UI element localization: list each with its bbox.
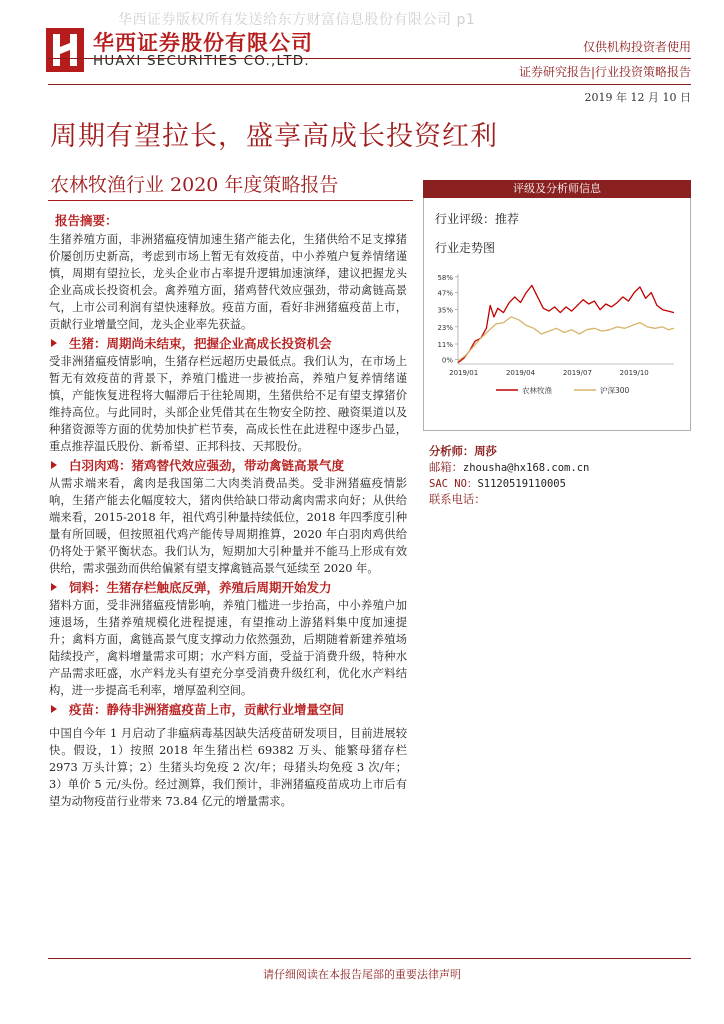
- summary-intro: 生猪养殖方面，非洲猪瘟疫情加速生猪产能去化，生猪供给不足支撑猪价屡创历史新高，考虑到市场上暂无有效疫苗，中小养殖户复养情绪谨慎，周期有望拉长，龙头企业市占率提升逻辑加速演绎，建议把握龙头企业高成长投资机会。禽养殖方面，猪鸡替代效应强劲，带动禽链高景气，上市公司利润有望快速释放。疫苗方面，看好非洲猪瘟疫苗上市，贡献行业增量空间，龙头企业率先获益。: [49, 233, 407, 331]
- x-tick-label: 2019/07: [562, 369, 592, 377]
- footer-divider: [48, 958, 691, 959]
- triangle-bullet-icon: [51, 583, 57, 591]
- audience-note: 仅供机构投资者使用: [582, 40, 691, 54]
- analyst-info: [429, 443, 589, 508]
- summary-column: [49, 212, 407, 810]
- section-body-broiler: 从需求端来看，禽肉是我国第二大肉类消费品类。受非洲猪瘟疫情影响，生猪产能去化幅度较大，猪肉供给缺口带动禽肉需求向好；从供给端来看，2015-2018 年，祖代鸡引种量持续低位，2018 年四季度引种量有所回暖，但按照祖代鸡产能传导周期推算，2020 年白羽肉鸡供给仍将处于紧平衡状态。我们认为，短期加大引种量并不能马上形成有效供给，需求强劲而供给偏紧有望支撑禽链高景气延续至 2020 年。: [49, 477, 407, 575]
- triangle-bullet-icon: [51, 705, 57, 713]
- analyst-phone-row: 联系电话：: [429, 493, 486, 506]
- section-body-hog: 受非洲猪瘟疫情影响，生猪存栏远超历史最低点。我们认为，在市场上暂无有效疫苗的背景下，养殖门槛进一步被抬高，养殖户复养情绪谨慎，产能恢复进程将大幅滞后于往轮周期，生猪供给不足有望支撑猪价维持高位。与此同时，头部企业凭借其在生物安全防控、融资渠道以及种猪资源等方面的优势加快扩栏节奏，高成长性在此进程中逐步凸显，重点推荐温氏股份、新希望、正邦科技、天邦股份。: [49, 355, 407, 453]
- rating-sidebar: [423, 180, 691, 431]
- analyst-email[interactable]: zhousha@hx168.com.cn: [462, 462, 590, 474]
- industry-rating: 行业评级：推荐: [435, 212, 520, 226]
- legend-label: 农林牧渔: [522, 386, 552, 395]
- report-category: 证券研究报告|行业投资策略报告: [518, 65, 691, 79]
- section-heading-vaccine: 疫苗：静待非洲猪瘟疫苗上市，贡献行业增量空间: [49, 700, 407, 719]
- trend-chart-title: 行业走势图: [435, 241, 496, 255]
- x-tick-label: 2019/10: [619, 369, 649, 377]
- sidebar-header: 评级及分析师信息: [423, 180, 691, 198]
- y-tick-label: 0%: [441, 356, 453, 365]
- trend-chart: [424, 266, 690, 430]
- sidebar-box: [423, 198, 691, 431]
- section-heading-hog: 生猪：周期尚未结束，把握企业高成长投资机会: [49, 334, 407, 353]
- report-title: 周期有望拉长，盛享高成长投资红利: [50, 121, 498, 152]
- watermark-text: 华西证券版权所有发送给东方财富信息股份有限公司 p1: [118, 12, 476, 28]
- y-tick-label: 35%: [437, 306, 453, 315]
- analyst-name-row: 分析师：周莎: [429, 444, 497, 458]
- y-tick-label: 58%: [437, 273, 453, 282]
- subtitle-underline: [48, 200, 413, 201]
- triangle-bullet-icon: [51, 461, 57, 469]
- report-subtitle: 农林牧渔行业 2020 年度策略报告: [50, 174, 339, 196]
- footer-disclaimer: 请仔细阅读在本报告尾部的重要法律声明: [263, 968, 461, 981]
- company-name-cn: 华西证券股份有限公司: [93, 31, 313, 55]
- y-tick-label: 47%: [437, 289, 453, 298]
- section-heading-feed: 饲料：生猪存栏触底反弹，养殖后周期开始发力: [49, 578, 407, 597]
- y-tick-label: 23%: [437, 323, 453, 332]
- series-line-hs300: [458, 317, 674, 361]
- report-date: 2019 年 12 月 10 日: [584, 91, 691, 104]
- y-tick-label: 11%: [437, 341, 453, 349]
- summary-heading: 报告摘要：: [55, 213, 118, 228]
- legend-label: 沪深300: [600, 386, 630, 395]
- x-tick-label: 2019/04: [505, 369, 536, 377]
- header-divider: [48, 58, 691, 59]
- company-name-en: HUAXI SECURITIES CO.,LTD.: [93, 53, 310, 69]
- analyst-sac-row: SAC NO：S1120519110005: [429, 478, 566, 490]
- header-divider-2: [48, 84, 691, 85]
- section-body-feed: 猪料方面，受非洲猪瘟疫情影响，养殖门槛进一步抬高，中小养殖户加速退场，生猪养殖规模化进程提速，有望推动上游猪料集中度加速提升；禽料方面，禽链高景气度支撑动力依然强劲，后期随着新建养殖场陆续投产，禽料增量需求可期；水产料方面，受益于消费升级，特种水产品需求旺盛，水产料龙头有望充分享受消费升级红利，优化水产料结构，进一步提高毛利率，增厚盈利空间。: [49, 599, 407, 697]
- analyst-email-row: 邮箱：zhousha@hx168.com.cn: [429, 461, 590, 474]
- x-tick-label: 2019/01: [449, 369, 479, 377]
- section-heading-broiler: 白羽肉鸡：猪鸡替代效应强劲，带动禽链高景气度: [49, 456, 407, 475]
- huaxi-logo-icon: [46, 28, 84, 72]
- triangle-bullet-icon: [51, 339, 57, 347]
- section-body-vaccine: 中国自今年 1 月启动了非瘟病毒基因缺失活疫苗研发项目，目前进展较快。假设，1）按照 2018 年生猪出栏 69382 万头、能繁母猪存栏 2973 万头计算；2）生猪头均免疫 2 次/年；母猪头均免疫 3 次/年；3）单价 5 元/头份。经过测算，我们预计，非洲猪瘟疫苗成功上市后有望为动物疫苗行业带来 73.84 亿元的增量需求。: [49, 727, 407, 808]
